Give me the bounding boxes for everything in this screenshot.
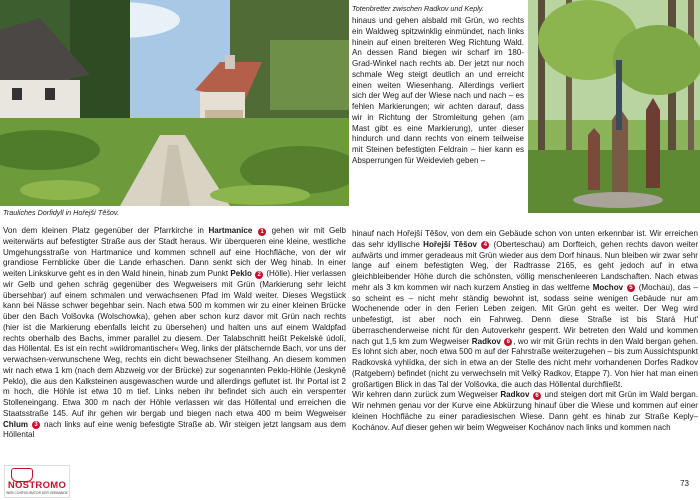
logo-tagline: WEB CONFIGURATOR DER VERBÄNDE	[6, 491, 68, 495]
text-run	[501, 337, 503, 346]
text-run	[28, 420, 31, 429]
waypoint-marker: 6	[504, 338, 512, 346]
place-name: Hartmanice	[208, 226, 253, 235]
photo-caption-right: Totenbretter zwischen Radkov und Keply.	[352, 4, 484, 13]
text-run	[477, 240, 480, 249]
waypoint-marker: 4	[481, 241, 489, 249]
text-run: Wir kehren dann zurück zum Wegweiser	[352, 390, 501, 400]
place-name: Radkov	[500, 390, 530, 400]
right-column-text-cont	[352, 229, 698, 433]
paragraph	[3, 226, 346, 441]
waypoint-marker: 2	[255, 271, 263, 279]
text-run	[623, 283, 626, 292]
place-name: Peklo	[230, 269, 252, 278]
logo-name: NOSTROMO	[7, 480, 67, 491]
publisher-logo	[4, 465, 70, 498]
text-run: , wo wir mit Grün rechts in den Wald bergan gehen. Es lohnt sich aber, noch etwa 500 m auf der Fahrstraße weiterzugehen – bis zum Aussichtspunkt Radkovská vyhlídka, der sich in etwa an der Stelle des nicht mehr vorhandenen Dorfes Radkov (Ratgebern) befindet (nicht zu verwechseln mit Velký Radkov, Etappe 7). Von hier hat man einen großartigen Blick in das Tal der Volšovka, die auch das Höllental durchfließt.	[352, 336, 698, 389]
text-run: (Oberteschau) am Dorfteich, gehen rechts davon weiter aufwärts und immer geradeaus mit Grün wieder aus dem Dorf hinaus. Nun bleiben wir zwar sehr lange auf einem befestigten Weg, der Radtrasse 2165, es geht jedoch auf in etwa gleichbleibender Höhe durch die schönsten, völlig menschenleeren Landschaften. Nach etwas mehr als 3 km kommen wir nach kurzem Anstieg in das weltferne	[352, 239, 698, 292]
paragraph	[352, 390, 698, 433]
page-number: 73	[680, 479, 689, 488]
text-run: und steigen dort mit Grün im Wald bergan. Wir nehmen genau vor der Kurve eine Abkürzung hinauf über die Wiese und kommen auf einer kleinen Hochfläche zu einer paradiesischen Wiese. Dann geht es hinab zur Straße Keply–Kochánov. Auf dieser gehen wir beim Wegweiser Kochánov nach links und kommen nach	[352, 390, 698, 432]
text-run: hinauf nach Hořejší Těšov, von dem ein Gebäude schon von unten erkennbar ist. Wir erreichen das sehr idyllische	[352, 229, 698, 249]
photo-caption: Trauliches Dorfidyll in Hořejší Těšov.	[3, 208, 119, 217]
text-run: (Hölle). Hier verlassen wir Gelb und gehen schräg gegenüber des Wegweisers mit Grün (Markierung sehr leicht übersehbar) auf einem schmalen und verwachsenen Pfad im Wald weiter. Dieses Wegstück kann bei Nässe schwer begehbar sein. Nach etwa 500 m kommen wir zu einer kleinen Brücke über den Bach Volšovka (Wolschowka), gehen aber schon kurz davor mit Grün nach rechts (hier ist die Markierung ebenfalls leicht zu übersehen) und halten uns auf einem Waldpfad rechts oberhalb des Bachs, immer parallel zu diesem. Der Talabschnitt heißt Pekelské údolí, das Höllental. Es ist ein recht »wildromantischer« Weg, links der plätschernde Bach, vor uns der verwachsen-verwunschene Weg, rechts ein dicht bewachsener Steilhang. An diesem kommen wir nach etwa 1 km (nach dem Abzweig vor der Brücke) zur sogenannten Peklo-Höhle (Jeskyně Peklo), die aus den Kalksteinen ausgewaschen wurde und allerdings geflutet ist. Ihr Portal ist 2 m hoch, die Höhle ist etwa 10 m tief. Links neben ihr befindet sich auch ein versperrter Stolleneingang. Etwa 300 m nach der Höhle verlassen wir das Höllental und erreichen die Staatsstraße 145. Auf ihr gehen wir bergab und biegen nach etwa 400 m beim Wegweiser	[3, 269, 346, 418]
text-run: nach links auf eine wenig befestigte Straße ab. Wir steigen jetzt langsam aus dem Höllental	[3, 419, 346, 440]
place-name: Hořejší Těšov	[423, 239, 477, 249]
text-run	[252, 269, 254, 278]
waypoint-marker: 3	[32, 421, 40, 429]
place-name: Chlum	[3, 419, 29, 429]
place-name: Mochov	[592, 282, 624, 292]
waypoint-marker: 6	[533, 392, 541, 400]
village-photo	[0, 0, 349, 206]
place-name: Radkov	[471, 336, 501, 346]
right-column-text	[352, 16, 524, 167]
paragraph-continued	[352, 229, 698, 390]
left-column-text	[3, 226, 346, 441]
text-run: gehen wir mit Gelb weiterwärts auf befestigter Straße aus der Stadt heraus. Wir überqueren eine kleine, westliche Umgehungsstraße von Hartmanice und kommen schnell auf eine Hochfläche, von der wir grandiose Fernblicke über die Lande erhaschen. Dann senkt sich der Weg hinab. In einer weiten Linkskurve geht es in den Wald hinein, hinab zum Punkt	[3, 226, 346, 278]
text-run: hinaus und gehen alsbald mit Grün, wo rechts ein Waldweg spitzwinklig einmündet, nach links hinein auf einen breiteren Weg Richtung Wald. An dessen Rand biegen wir scharf im 180-Grad-Winkel nach rechts ab. Der jetzt nur noch schmale Weg steigt deutlich an und erreicht einen weiten Wiesenhang. Allerdings verliert sich der Weg auf der Wiese nach und nach – es fehlen Markierungen; wir achten darauf, dass wir in Richtung der Stromleitung gehen (am Mast gibt es eine Markierung), unter dieser hindurch und dann rechts von einem teilweise mit Steinen befestigten Feldrain – hier kann es Absperrungen für Weidevieh geben –	[352, 16, 524, 165]
waypoint-marker: 1	[258, 228, 266, 236]
memorial-boards-photo	[528, 0, 700, 213]
paragraph	[352, 16, 524, 167]
text-run: (Mochau), das – so scheint es – nicht mehr ständig bewohnt ist, sodass seine wenigen Gebäude nur am Wochenende oder in den Ferien Leben zeigen. Mit Grün geht es weiter. Der Weg wird unbefestigt, ist aber noch ein Fahrweg. Denn diese Straße ist bis Stará Hut' überraschenderweise nicht für den Autoverkehr gesperrt. Wir betreten den Wald und kommen nach gut 1,5 km zum Wegweiser	[352, 282, 698, 346]
waypoint-marker: 5	[627, 284, 635, 292]
text-run: Von dem kleinen Platz gegenüber der Pfarrkirche in	[3, 226, 209, 235]
text-run	[529, 390, 532, 399]
text-run	[252, 226, 257, 235]
